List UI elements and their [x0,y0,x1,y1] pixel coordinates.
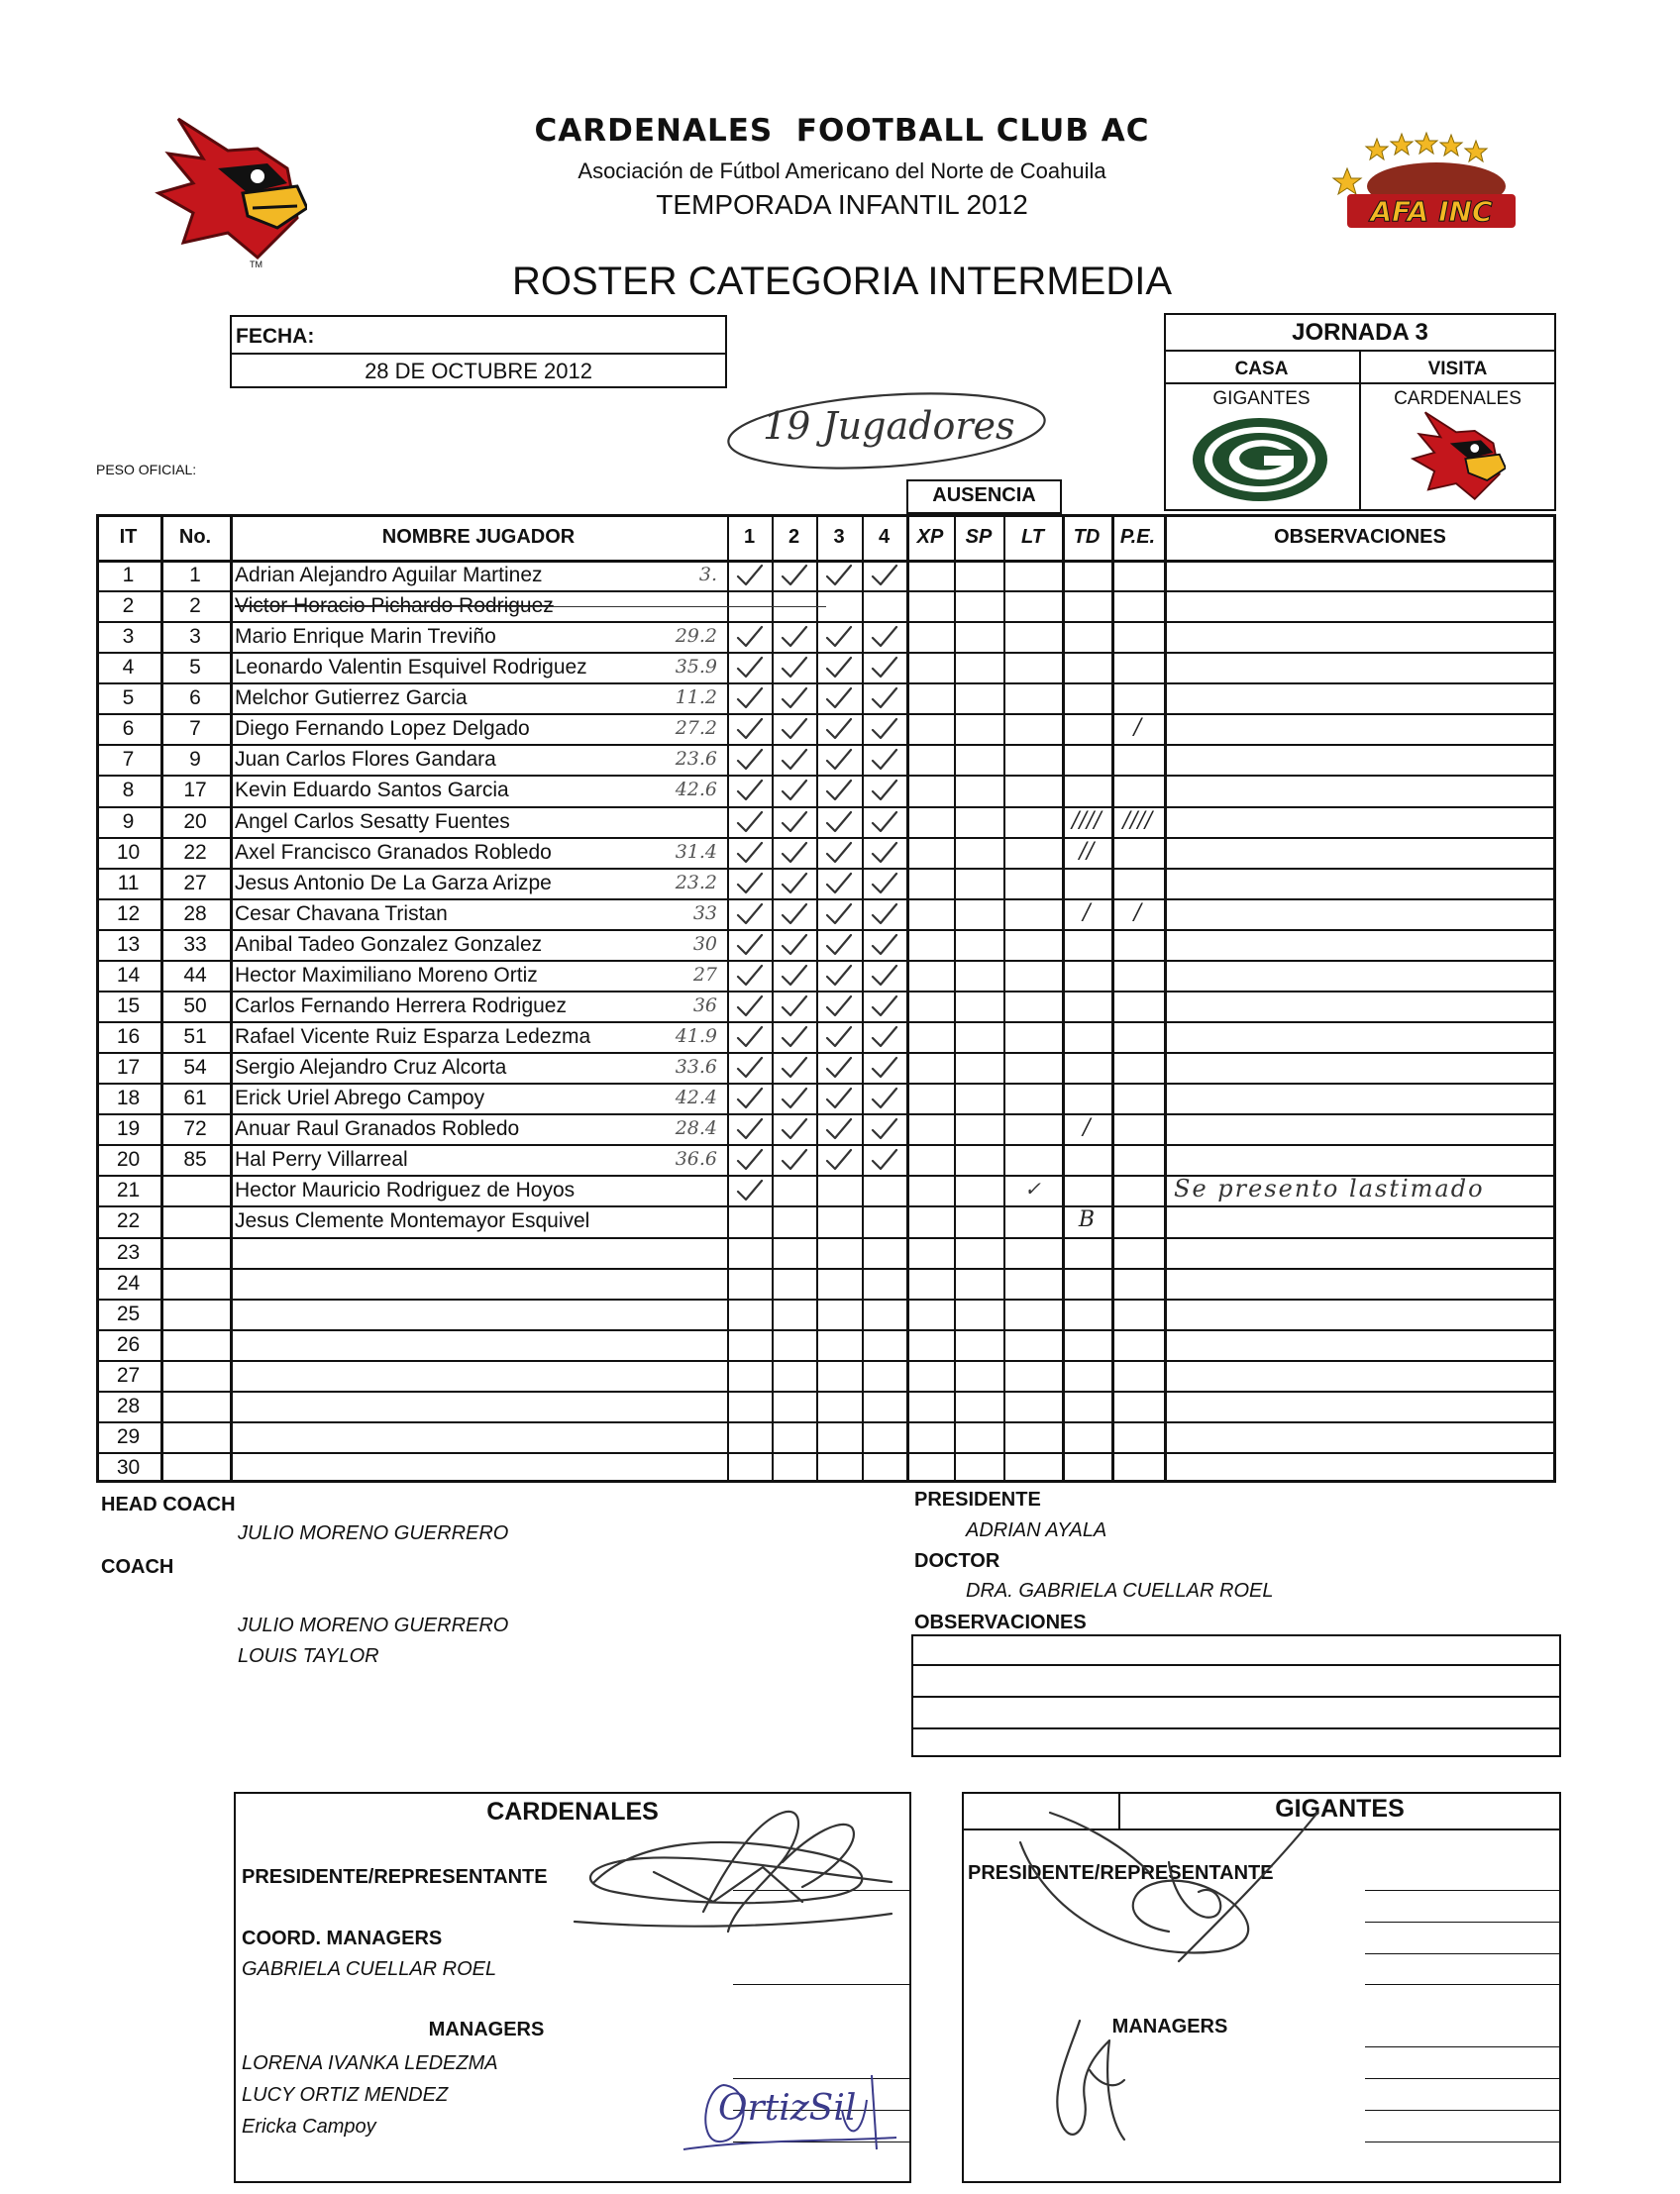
visita-label: VISITA [1427,359,1488,379]
row-lt-mark: ✓ [1024,1177,1041,1201]
quarter-check-icon [870,655,899,680]
quarter-check-icon [735,901,765,927]
cardinals-logo-small [1407,406,1506,505]
row-number: 22 [183,840,207,864]
row-weight: 27 [692,963,717,986]
head-coach-label: HEAD COACH [101,1494,236,1515]
row-number: 5 [189,656,201,679]
row-weight: 30 [692,932,717,955]
quarter-check-icon [870,1116,899,1142]
quarter-check-icon [735,655,765,680]
row-weight: 41.9 [675,1025,717,1048]
peso-oficial-label: PESO OFICIAL: [96,462,197,477]
row-weight: 33.6 [675,1056,717,1079]
row-it: 19 [116,1117,141,1141]
row-it: 5 [122,686,135,710]
quarter-check-icon [780,655,809,680]
quarter-check-icon [870,993,899,1019]
row-number: 28 [183,901,207,925]
quarter-check-icon [780,1024,809,1050]
quarter-check-icon [824,1055,854,1081]
quarter-check-icon [870,563,899,588]
quarter-check-icon [735,993,765,1019]
row-player-name: Melchor Gutierrez Garcia [235,686,468,710]
row-it: 17 [116,1056,141,1080]
club-name: CARDENALES FOOTBALL CLUB AC [534,113,1150,149]
quarter-check-icon [824,901,854,927]
column-header-5: 3 [833,526,845,548]
gigantes-presidente-label: PRESIDENTE/REPRESENTANTE [968,1862,1274,1884]
quarter-check-icon [735,871,765,896]
quarter-check-icon [824,1147,854,1173]
row-player-name: Hal Perry Villarreal [235,1148,408,1172]
row-weight: 23.6 [675,748,717,771]
row-player-name: Sergio Alejandro Cruz Alcorta [235,1056,507,1080]
quarter-check-icon [780,1147,809,1173]
quarter-check-icon [870,901,899,927]
quarter-check-icon [824,840,854,866]
quarter-check-icon [735,809,765,835]
row-number: 85 [183,1148,207,1172]
quarter-check-icon [870,840,899,866]
row-number: 20 [183,809,207,833]
row-weight: 42.6 [675,779,717,801]
quarter-check-icon [870,932,899,958]
gigantes-sign-title: GIGANTES [1275,1795,1405,1823]
quarter-check-icon [735,963,765,989]
quarter-check-icon [780,716,809,742]
row-weight: 31.4 [675,840,717,863]
season-title: TEMPORADA INFANTIL 2012 [656,189,1028,220]
row-td-mark: //// [1072,807,1102,833]
quarter-check-icon [780,932,809,958]
row-number: 6 [189,686,201,710]
row-it: 9 [122,809,135,833]
row-number: 9 [189,748,201,772]
row-player-name: Kevin Eduardo Santos Garcia [235,779,509,802]
quarter-check-icon [780,871,809,896]
cardenales-presidente-label: PRESIDENTE/REPRESENTANTE [242,1866,548,1888]
row-number: 44 [183,963,207,987]
row-player-name: Angel Carlos Sesatty Fuentes [235,809,510,833]
row-pe-mark: //// [1122,807,1153,833]
row-number: 33 [183,932,207,956]
row-it: 3 [122,625,135,649]
row-weight: 33 [692,901,717,924]
quarter-check-icon [870,747,899,773]
coach-name-1: JULIO MORENO GUERRERO [238,1615,509,1636]
gigantes-president-signature [1000,1803,1337,1971]
quarter-check-icon [780,624,809,650]
row-player-name: Rafael Vicente Ruiz Esparza Ledezma [235,1025,591,1049]
row-number: 50 [183,993,207,1017]
row-player-name: Jesus Clemente Montemayor Esquivel [235,1209,590,1233]
column-header-12: OBSERVACIONES [1274,526,1446,548]
quarter-check-icon [870,963,899,989]
quarter-check-icon [870,1147,899,1173]
coord-managers-label: COORD. MANAGERS [242,1928,443,1949]
gigantes-manager-signature [1030,2011,1149,2159]
row-pe-mark: / [1133,899,1142,925]
row-it: 28 [116,1394,141,1417]
quarter-check-icon [780,809,809,835]
afa-logo-text: AFA INC [1370,195,1493,228]
association-name: Asociación de Fútbol Americano del Norte de Coahuila [578,158,1106,183]
row-weight: 23.2 [675,871,717,893]
quarter-check-icon [780,901,809,927]
coord-managers-name: GABRIELA CUELLAR ROEL [242,1958,497,1980]
quarter-check-icon [824,778,854,803]
quarter-check-icon [824,655,854,680]
row-it: 21 [116,1179,141,1202]
row-number: 54 [183,1056,207,1080]
cardenales-managers-label: MANAGERS [428,2019,545,2040]
cardenales-sign-title: CARDENALES [486,1798,659,1826]
row-it: 25 [116,1302,141,1325]
coach-name-2: LOUIS TAYLOR [238,1645,379,1667]
observaciones-label: OBSERVACIONES [914,1612,1087,1633]
doctor-name: DRA. GABRIELA CUELLAR ROEL [966,1580,1274,1602]
column-header-4: 2 [788,526,800,548]
column-header-2: NOMBRE JUGADOR [381,526,576,548]
quarter-check-icon [735,778,765,803]
column-header-1: No. [178,526,212,548]
quarter-check-icon [780,563,809,588]
row-number: 1 [189,564,201,586]
quarter-check-icon [824,1024,854,1050]
cardenales-president-signature [555,1803,911,1951]
row-it: 20 [116,1148,141,1172]
quarter-check-icon [735,840,765,866]
row-it: 8 [122,779,135,802]
row-it: 27 [116,1363,141,1387]
presidente-label: PRESIDENTE [914,1489,1041,1511]
row-it: 2 [122,594,135,618]
row-td-mark: / [1083,899,1091,925]
row-number: 72 [183,1117,207,1141]
doctor-label: DOCTOR [914,1550,1000,1572]
column-header-3: 1 [743,526,756,548]
quarter-check-icon [735,685,765,711]
coach-label: COACH [101,1556,174,1578]
row-player-name: Axel Francisco Granados Robledo [235,840,552,864]
row-number: 7 [189,717,201,741]
row-it: 10 [116,840,141,864]
fecha-value: 28 DE OCTUBRE 2012 [365,359,592,383]
row-player-name: Jesus Antonio De La Garza Arizpe [235,871,552,894]
quarter-check-icon [735,747,765,773]
row-player-name: Anuar Raul Granados Robledo [235,1117,520,1141]
casa-team: GIGANTES [1212,388,1311,409]
column-header-0: IT [119,526,138,548]
casa-label: CASA [1234,359,1289,379]
quarter-check-icon [824,932,854,958]
packers-logo [1191,416,1329,503]
quarter-check-icon [824,747,854,773]
quarter-check-icon [735,1024,765,1050]
row-player-name: Erick Uriel Abrego Campoy [235,1087,485,1110]
row-td-mark: // [1079,838,1095,864]
quarter-check-icon [780,685,809,711]
row-it: 12 [116,901,141,925]
quarter-check-icon [780,1116,809,1142]
cardenales-manager-signature-text: OrtizSil [718,2088,857,2129]
row-weight: 27.2 [675,717,717,740]
quarter-check-icon [870,624,899,650]
ausencia-label: AUSENCIA [932,484,1036,506]
players-count-text: 19 Jugadores [763,404,1015,448]
column-header-6: 4 [878,526,891,548]
row-weight: 35.9 [675,656,717,679]
row-number: 17 [183,779,207,802]
cardinals-logo [149,109,307,267]
row-it: 11 [117,871,140,894]
quarter-check-icon [735,563,765,588]
row-it: 14 [116,963,141,987]
row-td-mark: B [1078,1207,1096,1233]
quarter-check-icon [870,1024,899,1050]
roster-title: ROSTER CATEGORIA INTERMEDIA [512,260,1172,303]
row-weight: 42.4 [675,1087,717,1109]
quarter-check-icon [735,1055,765,1081]
row-it: 1 [122,564,135,586]
quarter-check-icon [824,716,854,742]
row-it: 16 [116,1025,141,1049]
fecha-label: FECHA: [236,325,315,348]
column-header-9: LT [1021,526,1044,548]
row-weight: 36 [692,993,717,1016]
quarter-check-icon [824,993,854,1019]
row-it: 22 [116,1209,141,1233]
quarter-check-icon [824,563,854,588]
row-player-name: Hector Maximiliano Moreno Ortiz [235,963,538,987]
row-it: 30 [116,1456,141,1480]
row-number: 2 [189,594,201,618]
row-weight: 3. [698,564,717,585]
row-observation: Se presento lastimado [1174,1175,1485,1203]
manager-name-2: LUCY ORTIZ MENDEZ [242,2084,449,2106]
row-it: 6 [122,717,135,741]
row-it: 26 [116,1332,141,1356]
manager-name-1: LORENA IVANKA LEDEZMA [242,2052,498,2074]
gigantes-managers-label: MANAGERS [1111,2016,1228,2037]
quarter-check-icon [735,1086,765,1111]
row-player-name: Cesar Chavana Tristan [235,901,448,925]
quarter-check-icon [824,685,854,711]
row-it: 18 [116,1087,141,1110]
quarter-check-icon [780,778,809,803]
row-weight: 29.2 [675,625,717,648]
row-player-name: Carlos Fernando Herrera Rodriguez [235,993,567,1017]
quarter-check-icon [780,963,809,989]
quarter-check-icon [870,685,899,711]
tm-mark: TM [250,260,262,269]
quarter-check-icon [780,1055,809,1081]
row-player-name: Diego Fernando Lopez Delgado [235,717,530,741]
column-header-8: SP [965,526,993,548]
row-it: 24 [116,1271,141,1295]
quarter-check-icon [780,840,809,866]
afa-logo [1327,129,1525,238]
quarter-check-icon [735,624,765,650]
quarter-check-icon [780,747,809,773]
quarter-check-icon [824,1086,854,1111]
quarter-check-icon [780,1086,809,1111]
manager-name-3: Ericka Campoy [242,2116,376,2138]
row-it: 29 [116,1424,141,1448]
quarter-check-icon [824,871,854,896]
row-player-name: Anibal Tadeo Gonzalez Gonzalez [235,932,543,956]
row-td-mark: / [1083,1115,1091,1141]
quarter-check-icon [870,1086,899,1111]
quarter-check-icon [735,932,765,958]
column-header-7: XP [916,526,944,548]
quarter-check-icon [870,871,899,896]
row-it: 23 [116,1240,141,1264]
quarter-check-icon [735,716,765,742]
row-weight: 36.6 [675,1148,717,1171]
quarter-check-icon [824,1116,854,1142]
quarter-check-icon [870,778,899,803]
row-it: 15 [116,993,141,1017]
column-header-11: P.E. [1119,526,1156,548]
row-it: 13 [116,932,141,956]
row-number: 3 [189,625,201,649]
quarter-check-icon [870,809,899,835]
quarter-check-icon [824,963,854,989]
row-it: 7 [122,748,135,772]
quarter-check-icon [870,716,899,742]
quarter-check-icon [735,1147,765,1173]
quarter-check-icon [824,624,854,650]
row-it: 4 [122,656,135,679]
row-pe-mark: / [1133,715,1142,741]
head-coach-name: JULIO MORENO GUERRERO [238,1522,509,1544]
row-number: 27 [183,871,207,894]
row-player-name: Hector Mauricio Rodriguez de Hoyos [235,1179,576,1202]
quarter-check-icon [735,1116,765,1142]
quarter-check-icon [735,1178,765,1203]
row-player-name: Victor Horacio Pichardo Rodriguez [235,594,554,618]
visita-team: CARDENALES [1394,388,1522,409]
row-player-name: Mario Enrique Marin Treviño [235,625,496,649]
row-player-name: Leonardo Valentin Esquivel Rodriguez [235,656,587,679]
row-number: 61 [183,1087,207,1110]
row-player-name: Adrian Alejandro Aguilar Martinez [235,564,543,586]
row-weight: 11.2 [675,686,717,709]
row-weight: 28.4 [675,1117,717,1140]
row-player-name: Juan Carlos Flores Gandara [235,748,496,772]
row-number: 51 [183,1025,207,1049]
quarter-check-icon [780,993,809,1019]
jornada-title: JORNADA 3 [1292,319,1428,346]
presidente-name: ADRIAN AYALA [966,1519,1107,1541]
quarter-check-icon [824,809,854,835]
column-header-10: TD [1073,526,1101,548]
quarter-check-icon [870,1055,899,1081]
